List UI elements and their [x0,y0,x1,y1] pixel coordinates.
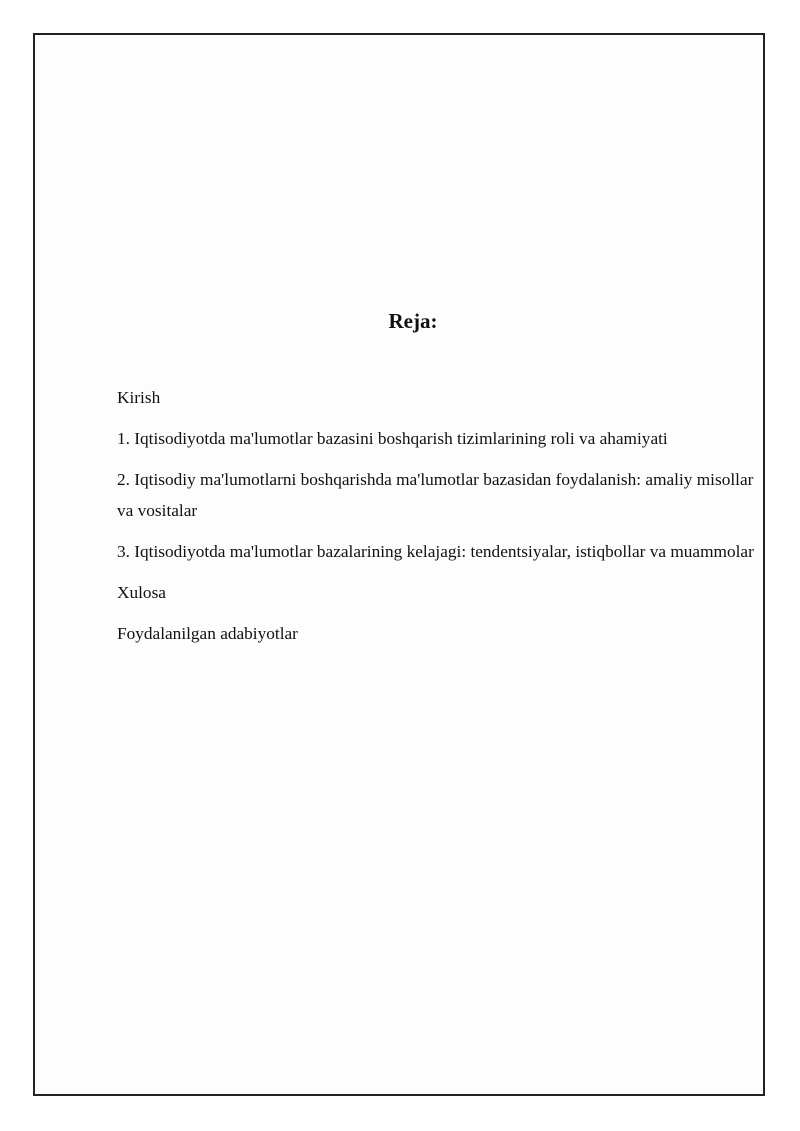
toc-entry-chapter-1: 1. Iqtisodiyotda ma'lumotlar bazasini boshqarish tizimlarining roli va ahamiyati [117,429,668,448]
toc-entry-conclusion: Xulosa [117,583,166,602]
toc-entry-introduction: Kirish [117,388,161,407]
page-title: Reja: [388,309,438,333]
toc-entry-chapter-2: 2. Iqtisodiy ma'lumotlarni boshqarishda ma'lumotlar bazasidan foydalanish: amaliy misollar va vositalar [117,470,754,520]
toc-entry-references: Foydalanilgan adabiyotlar [117,624,298,643]
toc-entry-chapter-3: 3. Iqtisodiyotda ma'lumotlar bazalarining kelajagi: tendentsiyalar, istiqbollar va muammolar [117,542,754,561]
page-frame [33,33,765,1096]
table-of-contents [117,382,757,659]
